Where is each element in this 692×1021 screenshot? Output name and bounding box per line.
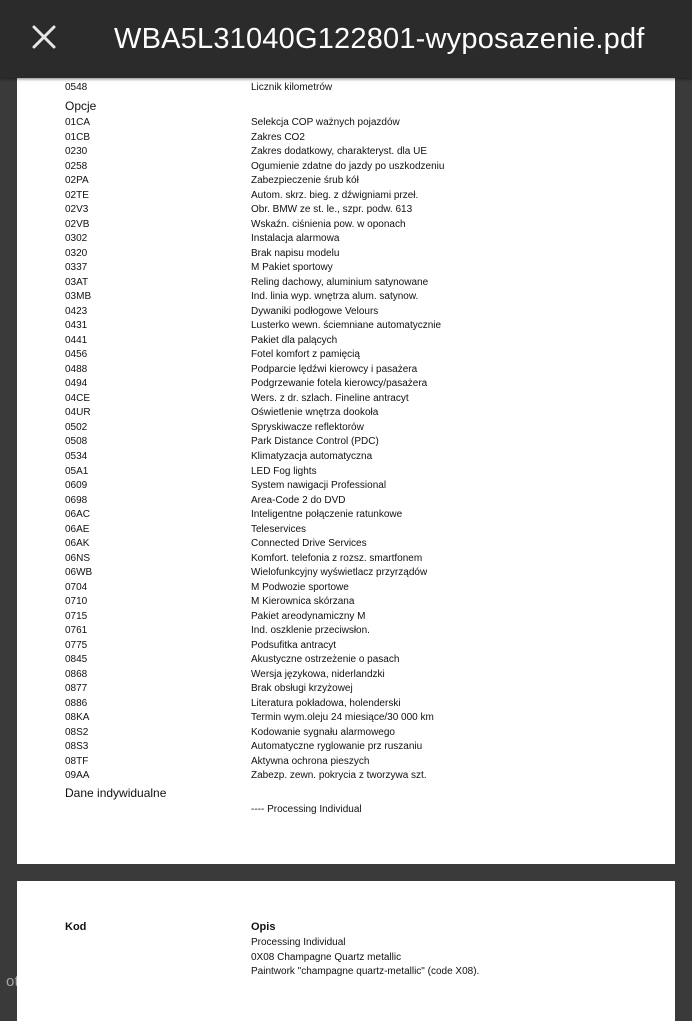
option-row	[65, 335, 645, 350]
option-code: 08S2	[65, 726, 89, 738]
option-description: Area-Code 2 do DVD	[251, 494, 346, 506]
individual-line: ---- Processing Individual	[251, 804, 362, 815]
option-row	[65, 741, 645, 756]
option-code: 08KA	[65, 712, 90, 724]
option-row	[65, 277, 645, 292]
option-row	[65, 611, 645, 626]
option-code: 06WB	[65, 567, 93, 579]
option-row	[65, 306, 645, 321]
option-row	[65, 364, 645, 379]
option-code: 0775	[65, 639, 88, 651]
pdf-page-2[interactable]	[17, 881, 675, 1021]
option-code: 04CE	[65, 392, 91, 404]
option-row	[65, 146, 645, 161]
option-description: Aktywna ochrona pieszych	[251, 755, 370, 767]
option-description: Autom. skrz. bieg. z dźwigniami przeł.	[251, 189, 419, 201]
option-row	[65, 349, 645, 364]
option-description: Dywaniki podłogowe Velours	[251, 305, 379, 317]
option-description: Obr. BMW ze st. le., szpr. podw. 613	[251, 204, 413, 216]
option-description: Ogumienie zdatne do jazdy po uszkodzeniu	[251, 160, 445, 172]
option-row	[65, 175, 645, 190]
option-description: Fotel komfort z pamięcią	[251, 349, 360, 361]
option-code: 03MB	[65, 291, 92, 303]
option-row	[65, 132, 645, 147]
option-description: Klimatyzacja automatyczna	[251, 451, 373, 462]
option-description: Park Distance Control (PDC)	[251, 436, 379, 448]
option-row	[65, 161, 645, 176]
option-description: Zakres CO2	[251, 131, 305, 143]
option-row	[65, 727, 645, 742]
option-code: 0423	[65, 305, 88, 317]
top-bar	[0, 0, 692, 78]
option-description: Wers. z dr. szlach. Fineline antracyt	[251, 392, 409, 404]
option-description: Komfort. telefonia z rozsz. smartfonem	[251, 552, 423, 564]
option-row	[65, 770, 645, 785]
description-line: Paintwork "champagne quartz-metallic" (code X08).	[251, 966, 480, 977]
option-description: Zabezp. zewn. pokrycia z tworzywa szt.	[251, 770, 427, 782]
option-description: Podparcie lędźwi kierowcy i pasażera	[251, 363, 418, 375]
column-header-code: Kod	[65, 921, 87, 933]
option-code: 0441	[65, 334, 88, 346]
option-code: 02PA	[65, 175, 89, 187]
option-row	[65, 204, 645, 219]
option-code: 06AC	[65, 509, 91, 520]
option-row	[65, 640, 645, 655]
option-code: 0845	[65, 654, 88, 666]
close-button[interactable]	[22, 17, 66, 61]
option-code: 02V3	[65, 204, 89, 216]
option-description: LED Fog lights	[251, 465, 317, 477]
option-code: 01CB	[65, 131, 91, 143]
option-row	[65, 509, 645, 524]
option-row	[65, 567, 645, 582]
option-code: 0868	[65, 668, 88, 680]
option-row	[65, 553, 645, 568]
option-code: 0761	[65, 625, 88, 637]
option-code: 0886	[65, 697, 88, 709]
option-description: Termin wym.oleju 24 miesiące/30 000 km	[251, 712, 434, 724]
option-row	[65, 495, 645, 510]
option-code: 0494	[65, 378, 88, 390]
option-row	[65, 625, 645, 640]
option-row	[65, 436, 645, 451]
option-description: Automatyczne ryglowanie prz ruszaniu	[251, 741, 423, 753]
option-description: Teleservices	[251, 523, 307, 535]
option-description: Licznik kilometrów	[251, 82, 333, 93]
option-row	[65, 422, 645, 437]
option-description: Ind. linia wyp. wnętrza alum. satynow.	[251, 291, 419, 303]
option-code: 0715	[65, 610, 88, 622]
option-description: Wskaźn. ciśnienia pow. w oponach	[251, 218, 406, 230]
option-description: Oświetlenie wnętrza dookoła	[251, 407, 379, 419]
option-row	[65, 320, 645, 335]
option-description: Wielofunkcyjny wyświetlacz przyrządów	[251, 567, 428, 579]
description-line: 0X08 Champagne Quartz metallic	[251, 952, 402, 963]
option-row	[65, 233, 645, 248]
option-code: 0704	[65, 581, 88, 593]
option-code: 0302	[65, 233, 88, 245]
option-description: Podsufitka antracyt	[251, 639, 337, 651]
option-description: Kodowanie sygnału alarmowego	[251, 726, 395, 738]
option-row	[65, 669, 645, 684]
option-row	[65, 466, 645, 481]
option-code: 02VB	[65, 218, 90, 230]
option-code: 0502	[65, 421, 88, 433]
option-code: 0230	[65, 146, 88, 157]
option-description: Instalacja alarmowa	[251, 233, 340, 245]
option-row	[65, 190, 645, 205]
option-code: 0258	[65, 160, 88, 172]
option-description: Selekcja COP ważnych pojazdów	[251, 117, 400, 128]
option-row	[65, 82, 645, 97]
option-row	[65, 596, 645, 611]
option-code: 08TF	[65, 755, 89, 767]
option-code: 0877	[65, 683, 88, 695]
option-code: 0534	[65, 451, 88, 462]
option-code: 03AT	[65, 276, 89, 288]
option-code: 08S3	[65, 741, 89, 753]
document-title: WBA5L31040G122801-wyposazenie.pdf	[114, 22, 645, 55]
option-row	[65, 248, 645, 263]
option-description: Pakiet areodynamiczny M	[251, 610, 366, 622]
option-description: M Podwozie sportowe	[251, 581, 349, 593]
option-description: System nawigacji Professional	[251, 480, 387, 491]
option-description: Akustyczne ostrzeżenie o pasach	[251, 654, 400, 666]
option-row	[65, 451, 645, 466]
option-description: Podgrzewanie fotela kierowcy/pasażera	[251, 378, 428, 390]
option-code: 0337	[65, 262, 88, 274]
option-code: 06AK	[65, 538, 90, 550]
option-description: Reling dachowy, aluminium satynowane	[251, 276, 429, 288]
watermark-logo: otomoto	[6, 973, 63, 990]
option-code: 0548	[65, 82, 88, 93]
option-code: 06AE	[65, 523, 90, 535]
option-description: Literatura pokładowa, holenderski	[251, 697, 401, 709]
option-code: 0488	[65, 363, 88, 375]
option-row	[65, 117, 645, 132]
option-code: 0320	[65, 247, 88, 259]
option-row	[65, 262, 645, 277]
option-description: Zabezpieczenie śrub kół	[251, 175, 359, 187]
column-header-description: Opis	[251, 921, 276, 933]
option-description: Brak napisu modelu	[251, 247, 340, 259]
option-code: 0609	[65, 480, 88, 491]
option-row	[65, 219, 645, 234]
option-description: Zakres dodatkowy, charakteryst. dla UE	[251, 146, 427, 157]
option-description: Brak obsługi krzyżowej	[251, 683, 353, 695]
option-code: 05A1	[65, 465, 89, 477]
option-row	[65, 480, 645, 495]
option-code: 0431	[65, 320, 88, 332]
option-code: 01CA	[65, 117, 91, 128]
section-heading-individual: Dane indywidualne	[65, 786, 167, 800]
option-description: Connected Drive Services	[251, 538, 367, 550]
pdf-page-1[interactable]	[17, 50, 675, 864]
option-description: M Pakiet sportowy	[251, 262, 333, 274]
option-description: Pakiet dla palących	[251, 334, 338, 346]
option-code: 09AA	[65, 770, 90, 782]
option-row	[65, 698, 645, 713]
description-line: Processing Individual	[251, 937, 346, 948]
option-row	[65, 654, 645, 669]
section-heading-options: Opcje	[65, 99, 97, 113]
option-row	[65, 524, 645, 539]
option-row	[65, 378, 645, 393]
option-row	[65, 582, 645, 597]
option-row	[65, 712, 645, 727]
option-description: Spryskiwacze reflektorów	[251, 421, 364, 433]
option-description: M Kierownica skórzana	[251, 596, 355, 608]
option-description: Inteligentne połączenie ratunkowe	[251, 509, 403, 520]
option-code: 04UR	[65, 407, 91, 419]
option-code: 0710	[65, 596, 88, 608]
option-row	[65, 407, 645, 422]
option-row	[65, 538, 645, 553]
option-description: Ind. oszklenie przeciwsłon.	[251, 625, 370, 637]
option-code: 0508	[65, 436, 88, 448]
option-code: 06NS	[65, 552, 91, 564]
option-row	[65, 393, 645, 408]
option-description: Lusterko wewn. ściemniane automatycznie	[251, 320, 442, 332]
option-description: Wersja językowa, niderlandzki	[251, 668, 385, 680]
option-code: 02TE	[65, 189, 89, 201]
option-code: 0698	[65, 494, 88, 506]
close-icon	[31, 24, 57, 55]
option-code: 0456	[65, 349, 88, 361]
option-row	[65, 683, 645, 698]
option-row	[65, 291, 645, 306]
option-row	[65, 756, 645, 771]
